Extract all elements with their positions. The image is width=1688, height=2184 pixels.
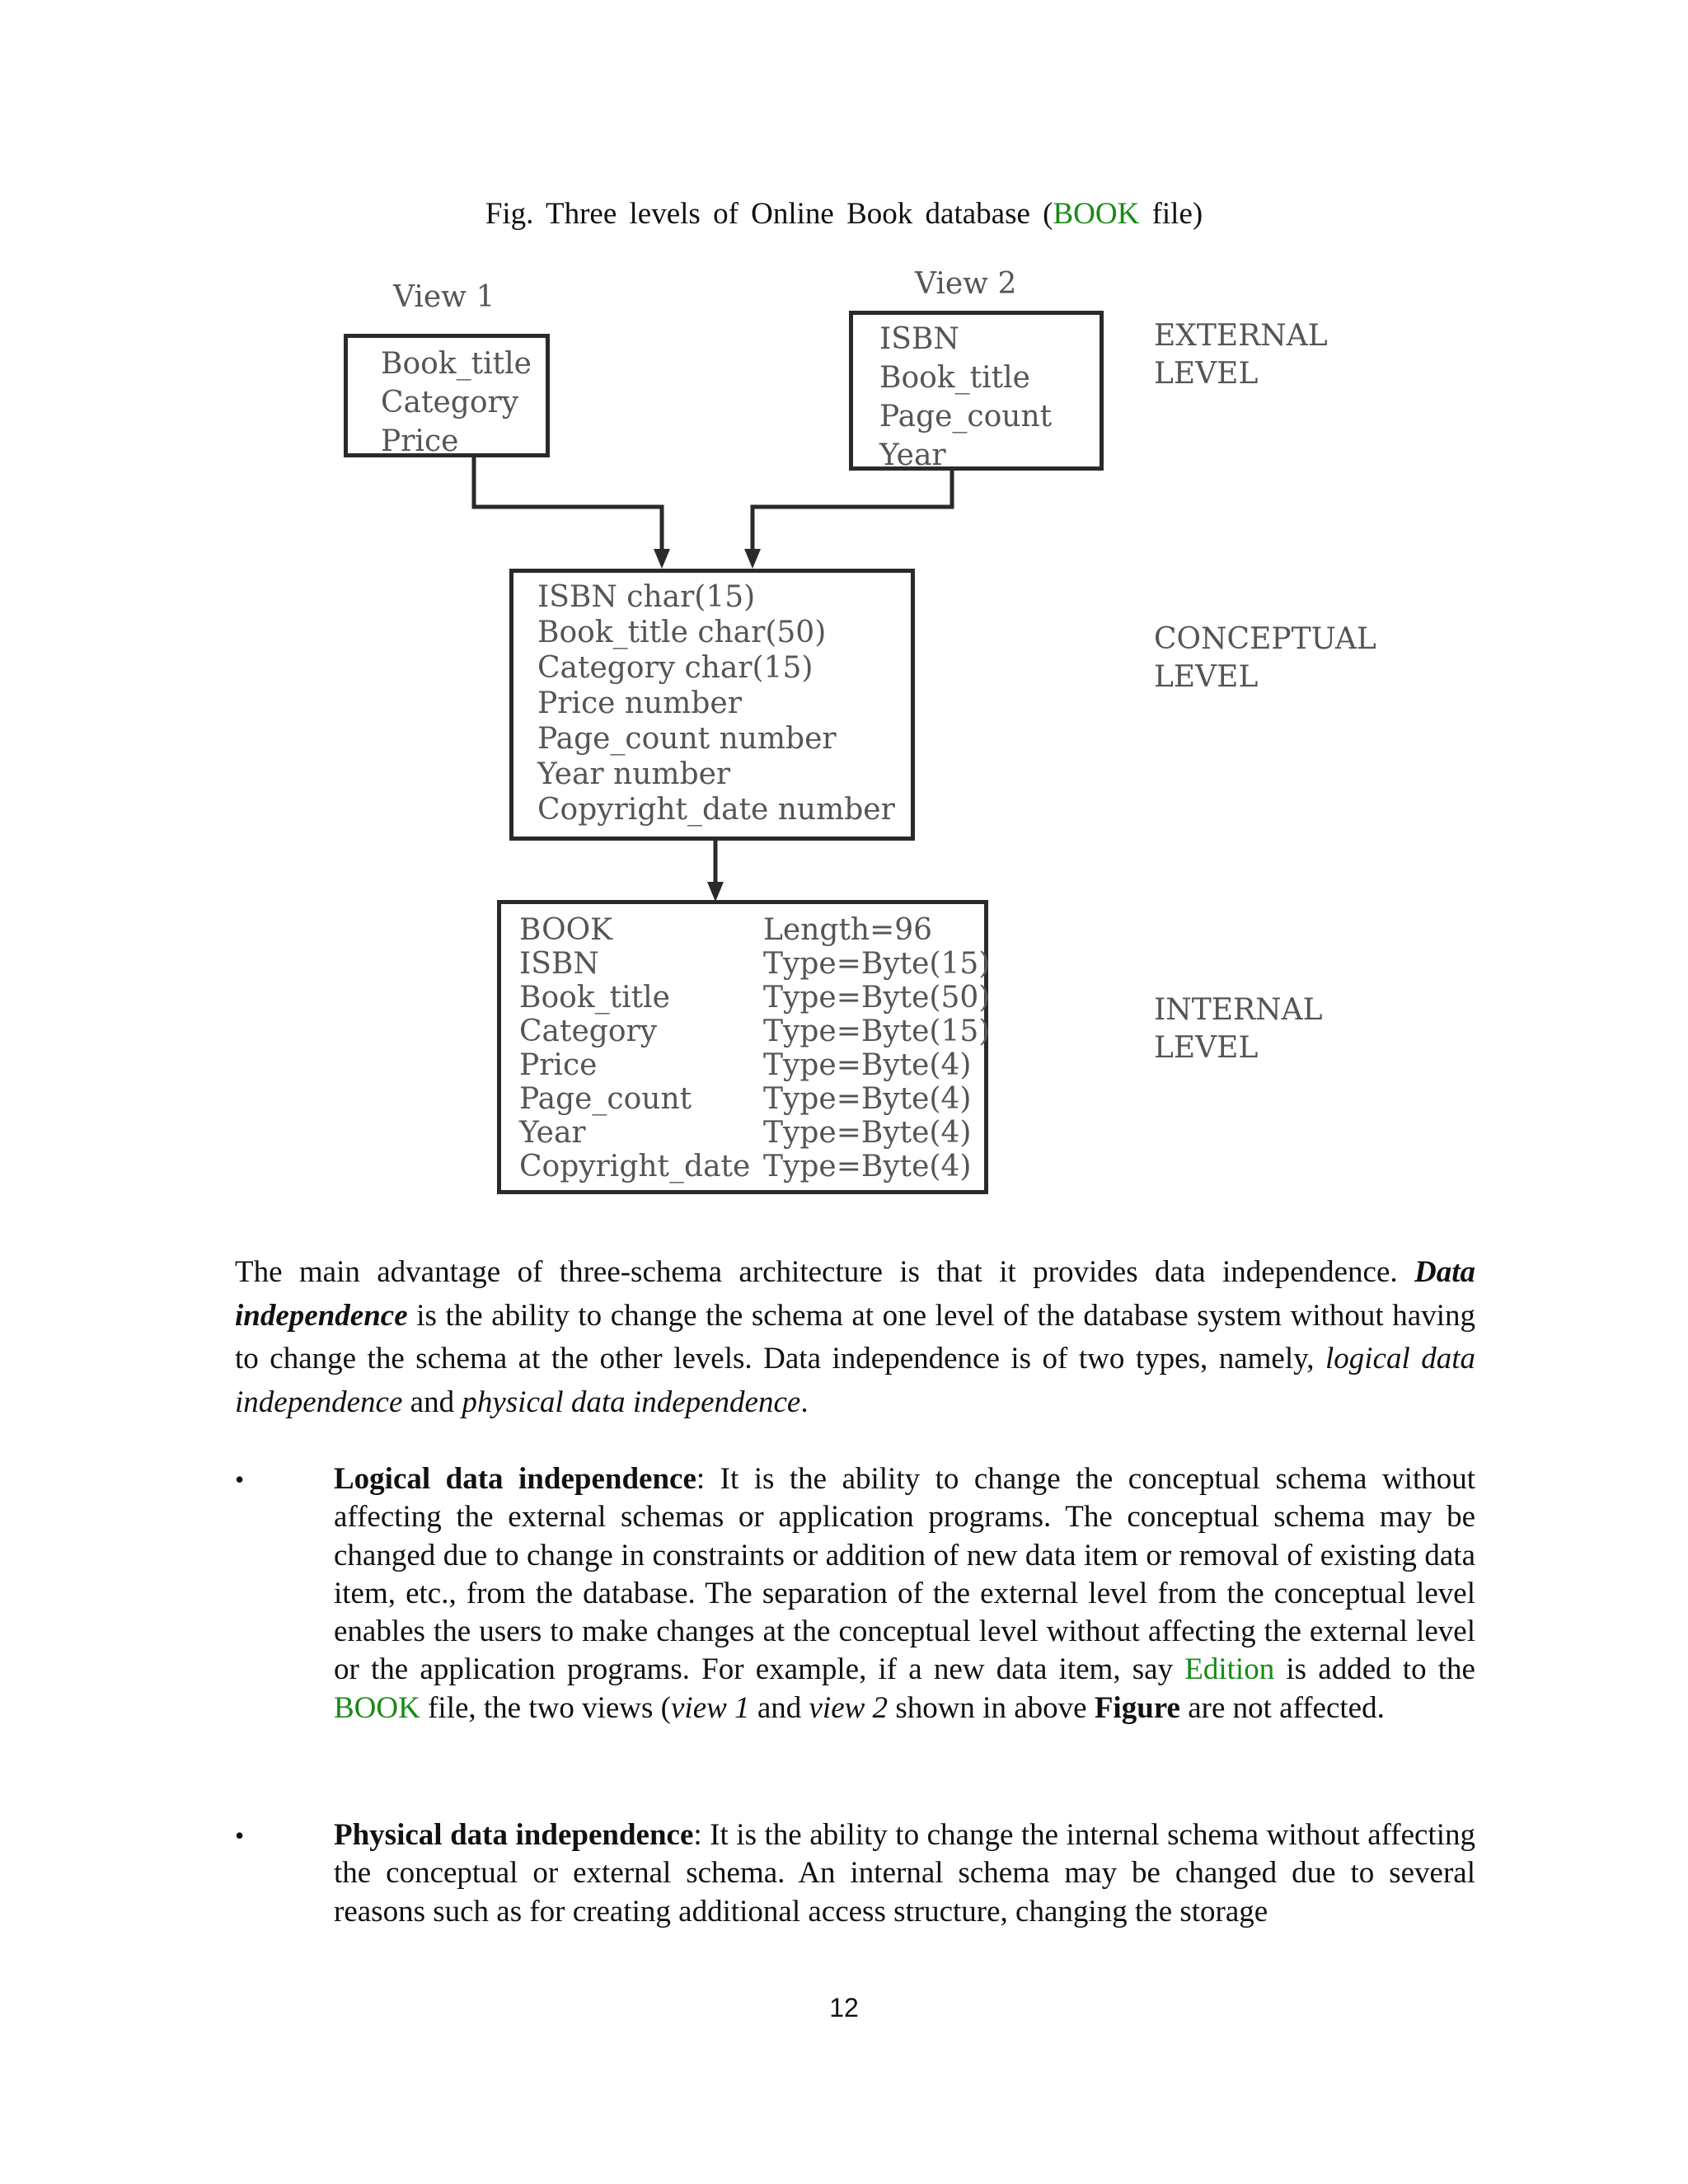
internal-field-type: Type=Byte(4)	[763, 1048, 972, 1082]
internal-field-type: Length=96	[763, 913, 933, 947]
bullet-dot: •	[235, 1821, 245, 1850]
intro-paragraph: The main advantage of three-schema architecture is that it provides data independence. Data independence is the ability to change the schema at one level of the database system without having to change the schema at the other levels. Data independence is of two types, namely, logical data independence and physical data independence.	[235, 1255, 1476, 1419]
view2-field: ISBN	[879, 322, 959, 356]
view1-label: View 1	[393, 280, 495, 314]
view1-field: Price	[381, 424, 459, 458]
view2-box	[849, 311, 1104, 471]
connector-view2	[753, 470, 952, 551]
internal-field-type: Type=Byte(4)	[763, 1082, 972, 1116]
conceptual-field: Price number	[537, 687, 742, 720]
view1-field: Book_title	[381, 347, 532, 381]
view2-field: Page_count	[879, 400, 1053, 434]
term-physical-data-independence: Physical data independence	[334, 1818, 694, 1852]
figure-caption: Fig. Three levels of Online Book database (BOOK file)	[485, 197, 1203, 231]
view2-field: Year	[879, 438, 946, 472]
arrowhead-internal	[707, 882, 724, 902]
conceptual-field: Page_count number	[537, 722, 837, 756]
external-level-label: EXTERNAL LEVEL	[1154, 319, 1328, 391]
bullet-dot: •	[235, 1465, 245, 1494]
internal-field-type: Type=Byte(4)	[763, 1116, 972, 1150]
internal-field-type: Type=Byte(4)	[763, 1150, 972, 1183]
conceptual-field: Book_title char(50)	[537, 616, 827, 649]
internal-field-name: BOOK	[519, 913, 613, 947]
connector-view1	[474, 455, 662, 551]
view1-box	[344, 334, 550, 457]
internal-field-name: ISBN	[519, 947, 599, 981]
term-data-independence: Data independence	[235, 1255, 1475, 1333]
view2-field: Book_title	[879, 361, 1030, 395]
arrowhead-view2	[744, 549, 761, 569]
internal-field-name: Page_count	[519, 1082, 692, 1116]
page-number: 12	[829, 1993, 859, 2022]
internal-box	[497, 900, 991, 1194]
internal-field-name: Category	[519, 1015, 658, 1048]
internal-field-name: Copyright_date	[519, 1150, 751, 1183]
internal-field-name: Book_title	[519, 981, 670, 1015]
internal-field-type: Type=Byte(15)	[763, 947, 991, 981]
internal-field-name: Year	[519, 1116, 586, 1150]
bullet-text: Physical data independence: It is the ability to change the internal schema without affecting the conceptual or external schema. An internal schema may be changed due to several reasons such as for creating additional access structure, changing the storage	[334, 1818, 1475, 1929]
arrowhead-view1	[654, 549, 670, 569]
internal-field-type: Type=Byte(15)	[763, 1015, 991, 1048]
caption-book-highlight: BOOK	[1053, 197, 1140, 231]
conceptual-field: Copyright_date number	[537, 793, 895, 827]
internal-field-type: Type=Byte(50)	[763, 981, 991, 1015]
bullet-text: Logical data independence: It is the ability to change the conceptual schema without affecting the external schemas or application programs. The conceptual schema may be changed due to change in constraints or addition of new data item or removal of existing data item, etc., from the database. The separation of the external level from the conceptual level enables the users to make changes at the conceptual level without affecting the external level or the application programs. For example, if a new data item, say Edition is added to the BOOK file, the two views (view 1 and view 2 shown in above Figure are not affected.	[334, 1462, 1476, 1725]
internal-level-label: INTERNAL LEVEL	[1154, 993, 1323, 1065]
view1-field: Category	[381, 386, 519, 419]
internal-field-name: Price	[519, 1048, 598, 1082]
conceptual-field: Year number	[537, 757, 731, 791]
conceptual-level-label: CONCEPTUAL LEVEL	[1154, 622, 1376, 694]
term-logical-data-independence: Logical data independence	[334, 1462, 696, 1496]
view2-label: View 2	[915, 267, 1017, 301]
conceptual-box	[509, 569, 915, 841]
conceptual-field: Category char(15)	[537, 651, 814, 685]
conceptual-field: ISBN char(15)	[537, 580, 756, 614]
